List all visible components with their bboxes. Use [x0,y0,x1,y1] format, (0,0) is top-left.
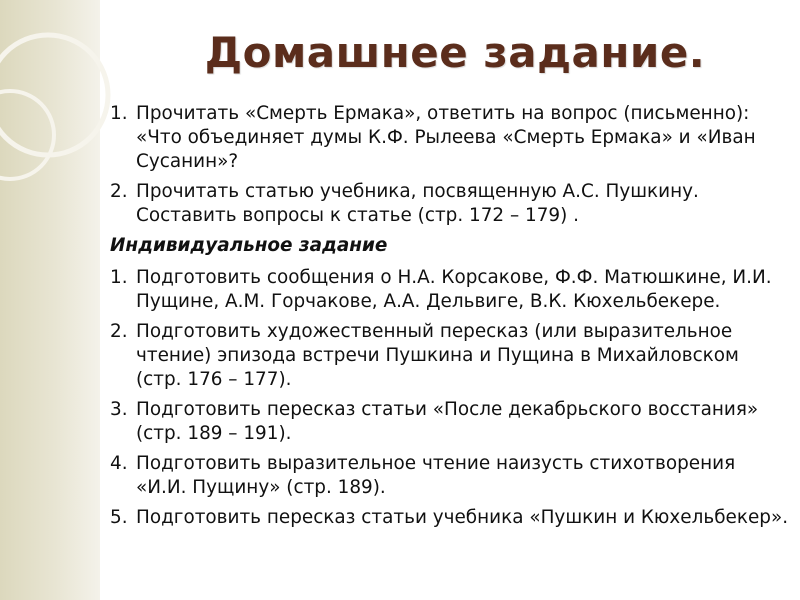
item-number: 2. [110,181,128,202]
item-number: 5. [110,507,128,528]
item-number: 2. [110,321,128,342]
slide-content [110,102,790,536]
item-number: 3. [110,399,128,420]
item-text: Прочитать статью учебника, посвященную А.С. Пушкину. Составить вопросы к статье (стр. 172 – 179) . [136,181,699,226]
individual-item [110,452,790,500]
item-number: 1. [110,103,128,124]
item-text: Подготовить выразительное чтение наизусть стихотворения «И.И. Пущину» (стр. 189). [136,453,736,498]
item-text: Подготовить сообщения о Н.А. Корсакове, Ф.Ф. Матюшкине, И.И. Пущине, А.М. Горчакове, А.А. Дельвиге, В.К. Кюхельбекере. [136,267,772,312]
homework-item [110,180,790,228]
individual-item [110,398,790,446]
item-text: Подготовить пересказ статьи «После декабрьского восстания» (стр. 189 – 191). [136,399,759,444]
decorative-circle-small [0,91,54,179]
item-number: 1. [110,267,128,288]
slide-title: Домашнее задание. [204,28,706,77]
individual-item [110,320,790,392]
individual-item [110,266,790,314]
individual-heading: Индивидуальное задание [110,235,388,256]
homework-item [110,102,790,174]
item-number: 4. [110,453,128,474]
item-text: Подготовить художественный пересказ (или выразительное чтение) эпизода встречи Пушкина и Пущина в Михайловском (стр. 176 – 177). [136,321,739,390]
item-text: Прочитать «Смерть Ермака», ответить на вопрос (письменно): «Что объединяет думы К.Ф. Рылеева «Смерть Ермака» и «Иван Сусанин»? [136,103,756,172]
item-text: Подготовить пересказ статьи учебника «Пушкин и Кюхельбекер». [136,507,789,528]
individual-item [110,506,790,530]
